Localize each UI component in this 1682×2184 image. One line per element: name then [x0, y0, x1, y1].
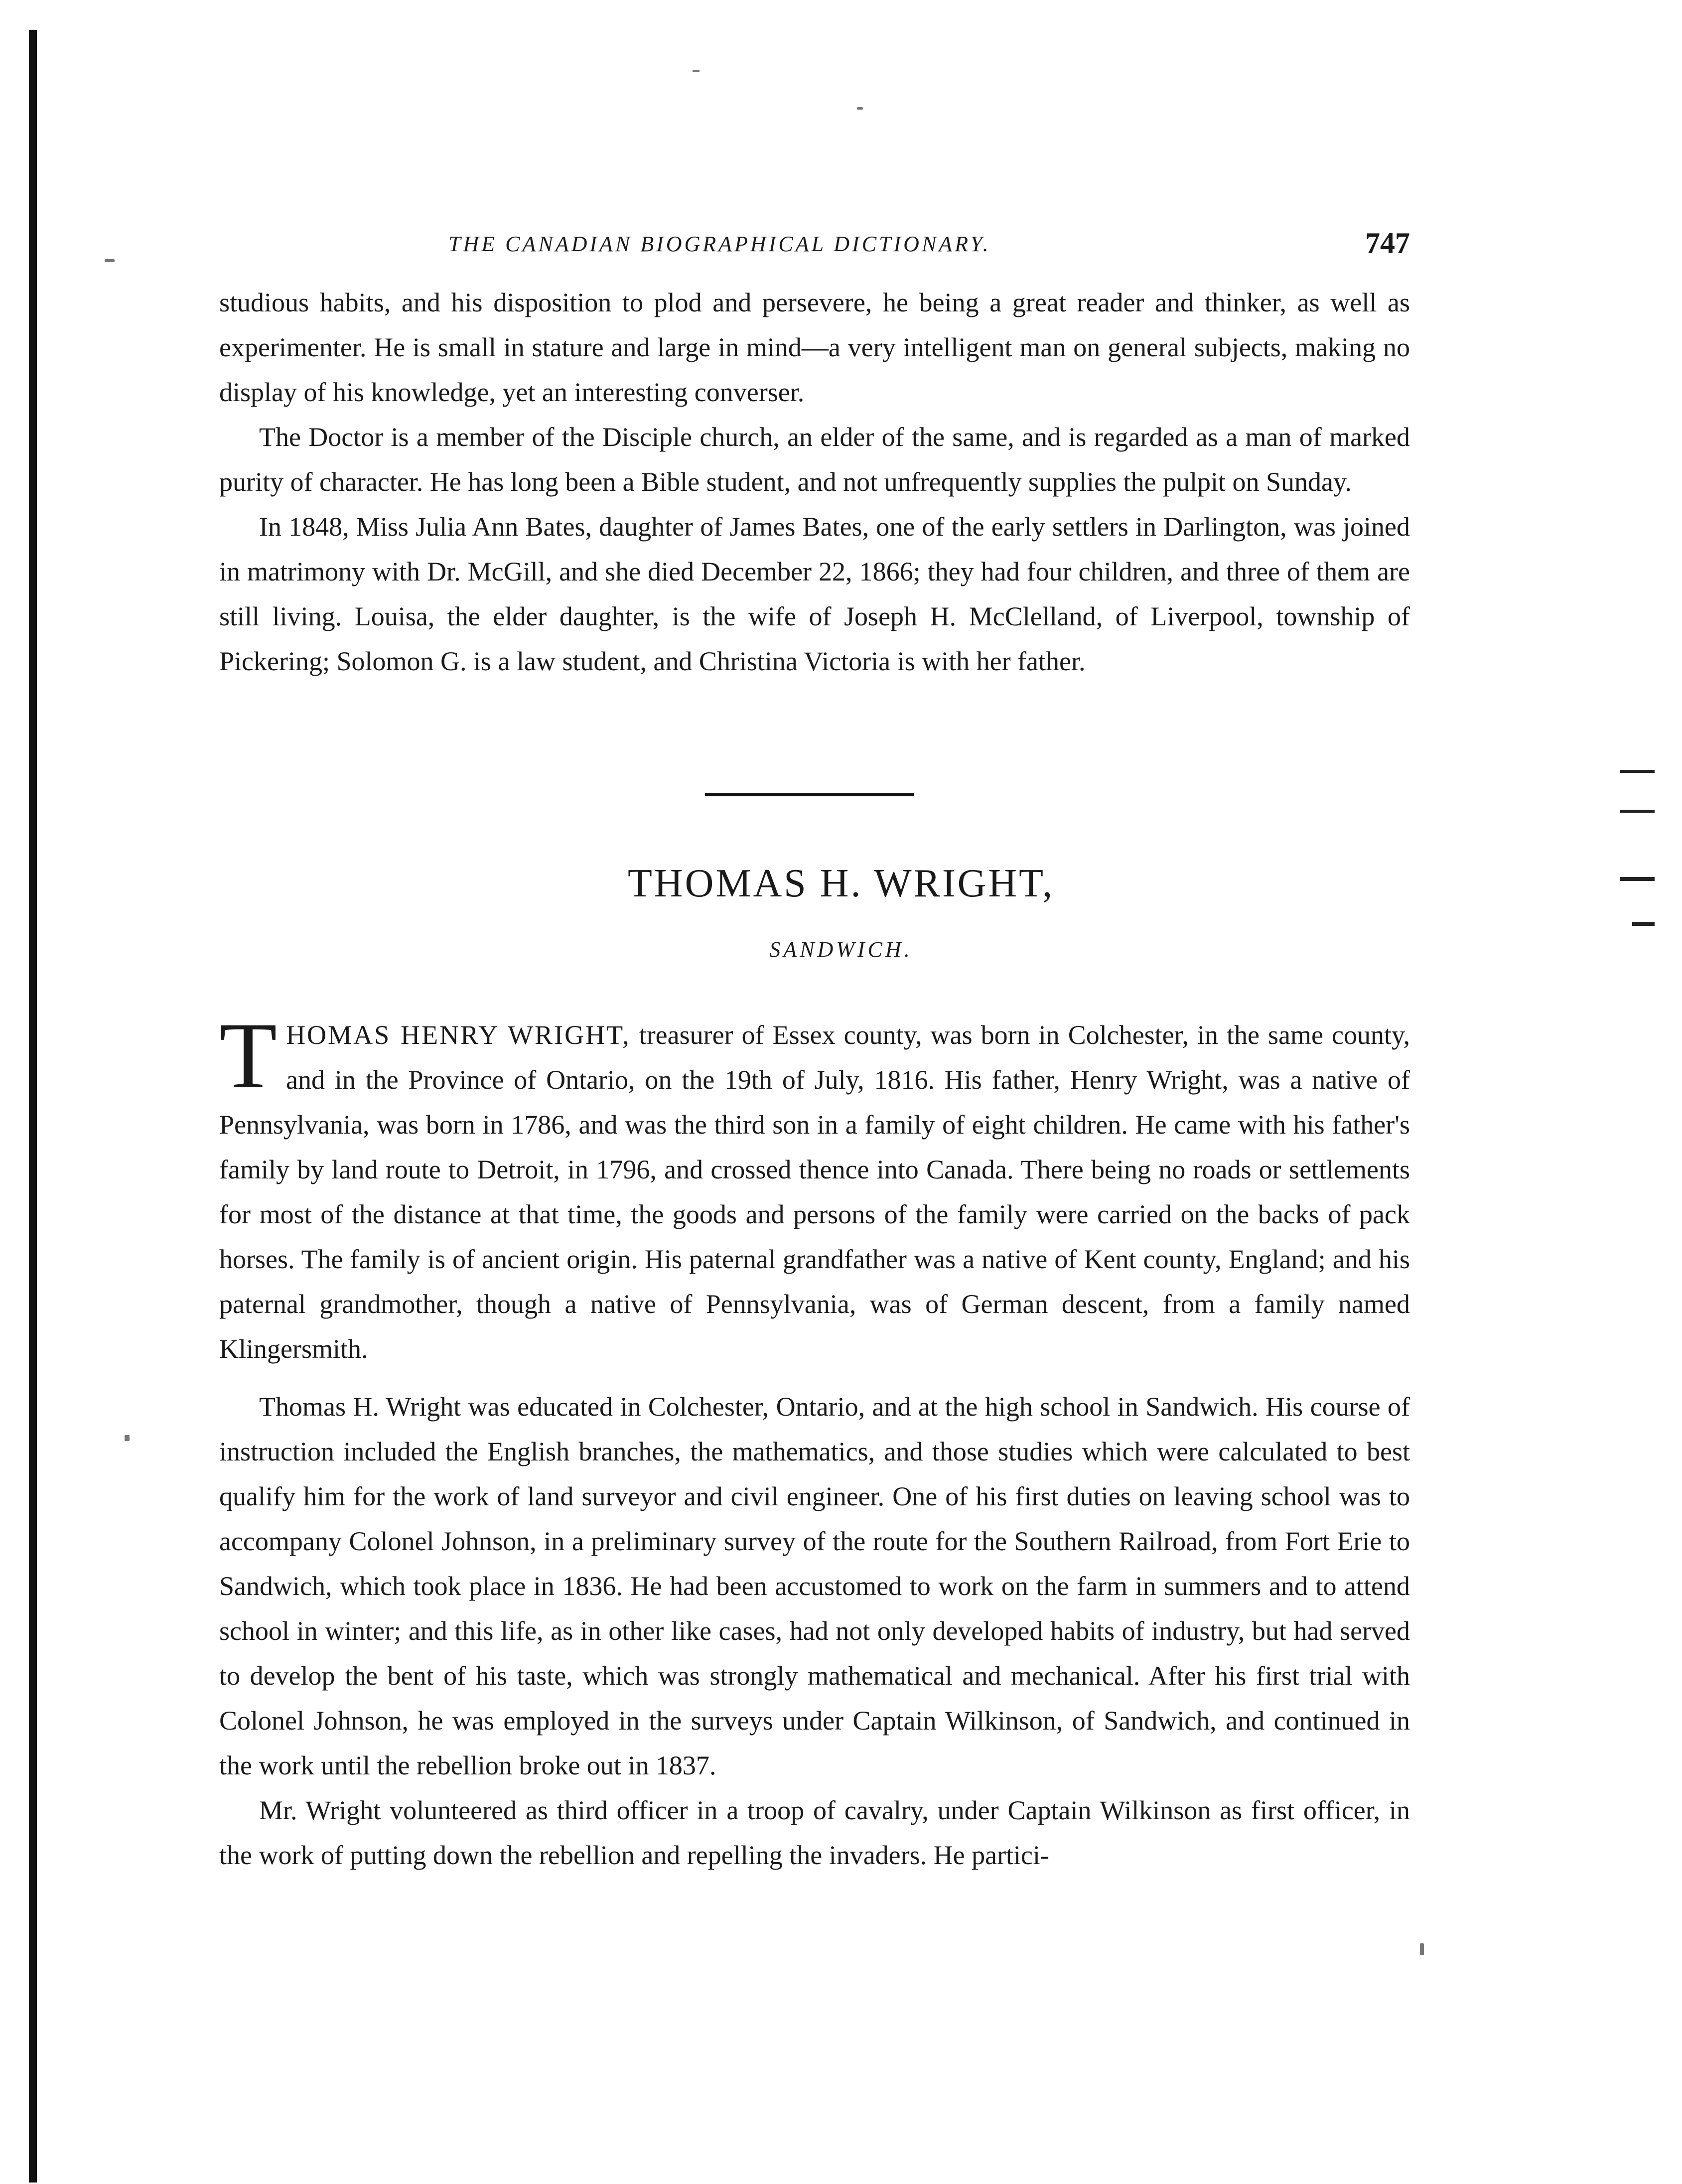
opening-body-text: treasurer of Essex county, was born in Colchester, in the same county, and in the Province of Ontario, on the 19th of July, 1816. His father, Henry Wright, was a native of Pennsylvania, was born in 1786, and was the third son in a family of eight children. He came with his father's family by land route to Detroit, in 1796, and crossed thence into Canada. There being no roads or settlements for most of the distance at that time, the goods and persons of the family were carried on the backs of pack horses. The family is of ancient origin. His paternal grandfather was a native of Kent county, England; and his paternal grandmother, though a native of Pennsylvania, was of German descent, from a family named Klingersmith.	[219, 1020, 1410, 1364]
paragraph: In 1848, Miss Julia Ann Bates, daughter of James Bates, one of the early settlers in Darlington, was joined in matrimony with Dr. McGill, and she died December 22, 1866; they had four children, and three of them are still living. Louisa, the elder daughter, is the wife of Joseph H. McClelland, of Liverpool, township of Pickering; Solomon G. is a law student, and Christina Victoria is with her father.	[219, 512, 1410, 676]
page-number: 747	[1365, 227, 1410, 260]
paragraph: Thomas H. Wright was educated in Colchester, Ontario, and at the high school in Sandwich. His course of instruction included the English branches, the mathematics, and those studies which were calculated to best qualify him for the work of land surveyor and civil engineer. One of his first duties on leaving school was to accompany Colonel Johnson, in a preliminary survey of the route for the Southern Railroad, from Fort Erie to Sandwich, which took place in 1836. He had been accustomed to work on the farm in summers and to attend school in winter; and this life, as in other like cases, had not only developed habits of industry, but had served to develop the bent of his taste, which was strongly mathematical and mechanical. After his first trial with Colonel Johnson, he was employed in the surveys under Captain Wilkinson, of Sandwich, and continued in the work until the rebellion broke out in 1837.	[219, 1392, 1410, 1780]
entry-place: SANDWICH.	[769, 937, 913, 962]
opening-paragraph	[219, 1004, 1410, 1371]
entry-title: THOMAS H. WRIGHT,	[627, 862, 1055, 905]
paragraph: studious habits, and his disposition to plod and persevere, he being a great reader and thinker, as well as experimenter. He is small in stature and large in mind—a very intelligent man on general subjects, making no display of his knowledge, yet an interesting converser.	[219, 288, 1410, 407]
drop-cap: T	[219, 1004, 278, 1108]
scan-speck	[105, 259, 115, 262]
entry-body-text	[219, 1384, 1410, 1878]
margin-mark	[1620, 770, 1655, 773]
previous-entry-text	[219, 280, 1410, 684]
scan-speck	[1420, 1943, 1424, 1955]
scan-speck	[857, 107, 863, 110]
margin-mark	[1632, 922, 1655, 926]
section-divider-rule	[705, 793, 914, 796]
running-header	[219, 223, 1410, 268]
paragraph: Mr. Wright volunteered as third officer in a troop of cavalry, under Captain Wilkinson as first officer, in the work of putting down the rebellion and repelling the invaders. He partici-	[219, 1795, 1410, 1870]
scan-speck	[125, 1435, 130, 1441]
opening-lead-text: HOMAS HENRY WRIGHT,	[286, 1020, 631, 1050]
scan-speck	[693, 70, 700, 72]
running-title: THE CANADIAN BIOGRAPHICAL DICTIONARY.	[448, 232, 991, 256]
paragraph: The Doctor is a member of the Disciple church, an elder of the same, and is regarded as a man of marked purity of character. He has long been a Bible student, and not unfrequently supplies the pulpit on Sunday.	[219, 422, 1410, 497]
margin-mark	[1620, 810, 1655, 813]
binding-edge-line	[29, 30, 37, 2183]
